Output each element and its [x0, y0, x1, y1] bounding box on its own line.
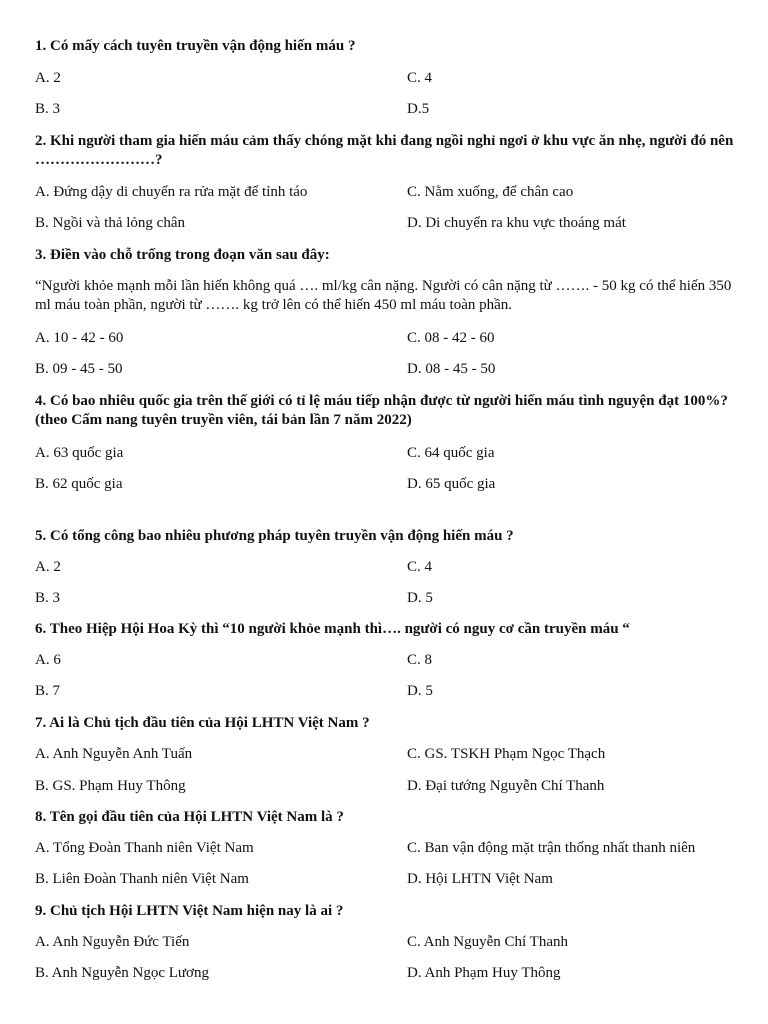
q6-option-d: D. 5 — [407, 683, 433, 699]
question-5: 5. Có tổng công bao nhiêu phương pháp tuyên truyền vận động hiến máu ? — [35, 528, 514, 544]
q5-option-d: D. 5 — [407, 590, 433, 606]
q9-option-d: D. Anh Phạm Huy Thông — [407, 965, 561, 981]
q2-option-b: B. Ngồi và thả lỏng chân — [35, 215, 185, 231]
q3-option-a: A. 10 - 42 - 60 — [35, 330, 124, 346]
q4-option-d: D. 65 quốc gia — [407, 476, 496, 492]
q2-option-d: D. Di chuyển ra khu vực thoáng mát — [407, 215, 626, 231]
q1-option-c: C. 4 — [407, 70, 433, 86]
q5-option-c: C. 4 — [407, 559, 433, 575]
q7-option-b: B. GS. Phạm Huy Thông — [35, 778, 186, 794]
q8-option-c: C. Ban vận động mặt trận thống nhất thanh niên — [407, 840, 696, 856]
q8-option-b: B. Liên Đoàn Thanh niên Việt Nam — [35, 871, 249, 887]
q8-option-a: A. Tổng Đoàn Thanh niên Việt Nam — [35, 840, 254, 856]
q5-option-a: A. 2 — [35, 559, 61, 575]
q3-option-d: D. 08 - 45 - 50 — [407, 361, 496, 377]
q7-option-c: C. GS. TSKH Phạm Ngọc Thạch — [407, 746, 606, 762]
question-6: 6. Theo Hiệp Hội Hoa Kỳ thì “10 người khỏe mạnh thì…. người có nguy cơ cần truyền máu “ — [35, 621, 630, 637]
q2-option-a: A. Đứng dậy di chuyển ra rửa mặt để tỉnh táo — [35, 184, 308, 200]
question-7: 7. Ai là Chủ tịch đầu tiên của Hội LHTN Việt Nam ? — [35, 715, 370, 731]
question-1: 1. Có mấy cách tuyên truyền vận động hiến máu ? — [35, 38, 356, 54]
q2-option-c: C. Nằm xuống, để chân cao — [407, 184, 574, 200]
q3-option-b: B. 09 - 45 - 50 — [35, 361, 123, 377]
q8-option-d: D. Hội LHTN Việt Nam — [407, 871, 553, 887]
question-3: 3. Điền vào chỗ trống trong đoạn văn sau đây: — [35, 247, 330, 263]
q4-option-b: B. 62 quốc gia — [35, 476, 123, 492]
q6-option-c: C. 8 — [407, 652, 433, 668]
q7-option-a: A. Anh Nguyễn Anh Tuấn — [35, 746, 193, 762]
q4-option-c: C. 64 quốc gia — [407, 445, 495, 461]
q1-option-b: B. 3 — [35, 101, 61, 117]
question-2: 2. Khi người tham gia hiến máu cảm thấy chóng mặt khi đang ngồi nghỉ ngơi ở khu vực ăn nhẹ, người đó nên ……………………? — [35, 133, 734, 168]
q9-option-c: C. Anh Nguyễn Chí Thanh — [407, 934, 568, 950]
q5-option-b: B. 3 — [35, 590, 61, 606]
q1-option-a: A. 2 — [35, 70, 61, 86]
q6-option-b: B. 7 — [35, 683, 61, 699]
question-8: 8. Tên gọi đầu tiên của Hội LHTN Việt Nam là ? — [35, 809, 344, 825]
question-4: 4. Có bao nhiêu quốc gia trên thế giới có tỉ lệ máu tiếp nhận được từ người hiến máu tình nguyện đạt 100%? (theo Cẩm nang tuyên truyền viên, tái bản lần 7 năm 2022) — [35, 393, 728, 428]
q7-option-d: D. Đại tướng Nguyễn Chí Thanh — [407, 778, 605, 794]
question-9: 9. Chủ tịch Hội LHTN Việt Nam hiện nay là ai ? — [35, 903, 344, 919]
q9-option-a: A. Anh Nguyễn Đức Tiến — [35, 934, 190, 950]
q4-option-a: A. 63 quốc gia — [35, 445, 124, 461]
q1-option-d: D.5 — [407, 101, 430, 117]
q3-passage: “Người khỏe mạnh mỗi lần hiến không quá …. ml/kg cân nặng. Người có cân nặng từ ……. - 50 kg có thể hiến 350 ml máu toàn phần, người từ ……. kg trở lên có thể hiến 450 ml máu toàn phần. — [35, 278, 732, 313]
q9-option-b: B. Anh Nguyễn Ngọc Lương — [35, 965, 209, 981]
q3-option-c: C. 08 - 42 - 60 — [407, 330, 495, 346]
q6-option-a: A. 6 — [35, 652, 61, 668]
